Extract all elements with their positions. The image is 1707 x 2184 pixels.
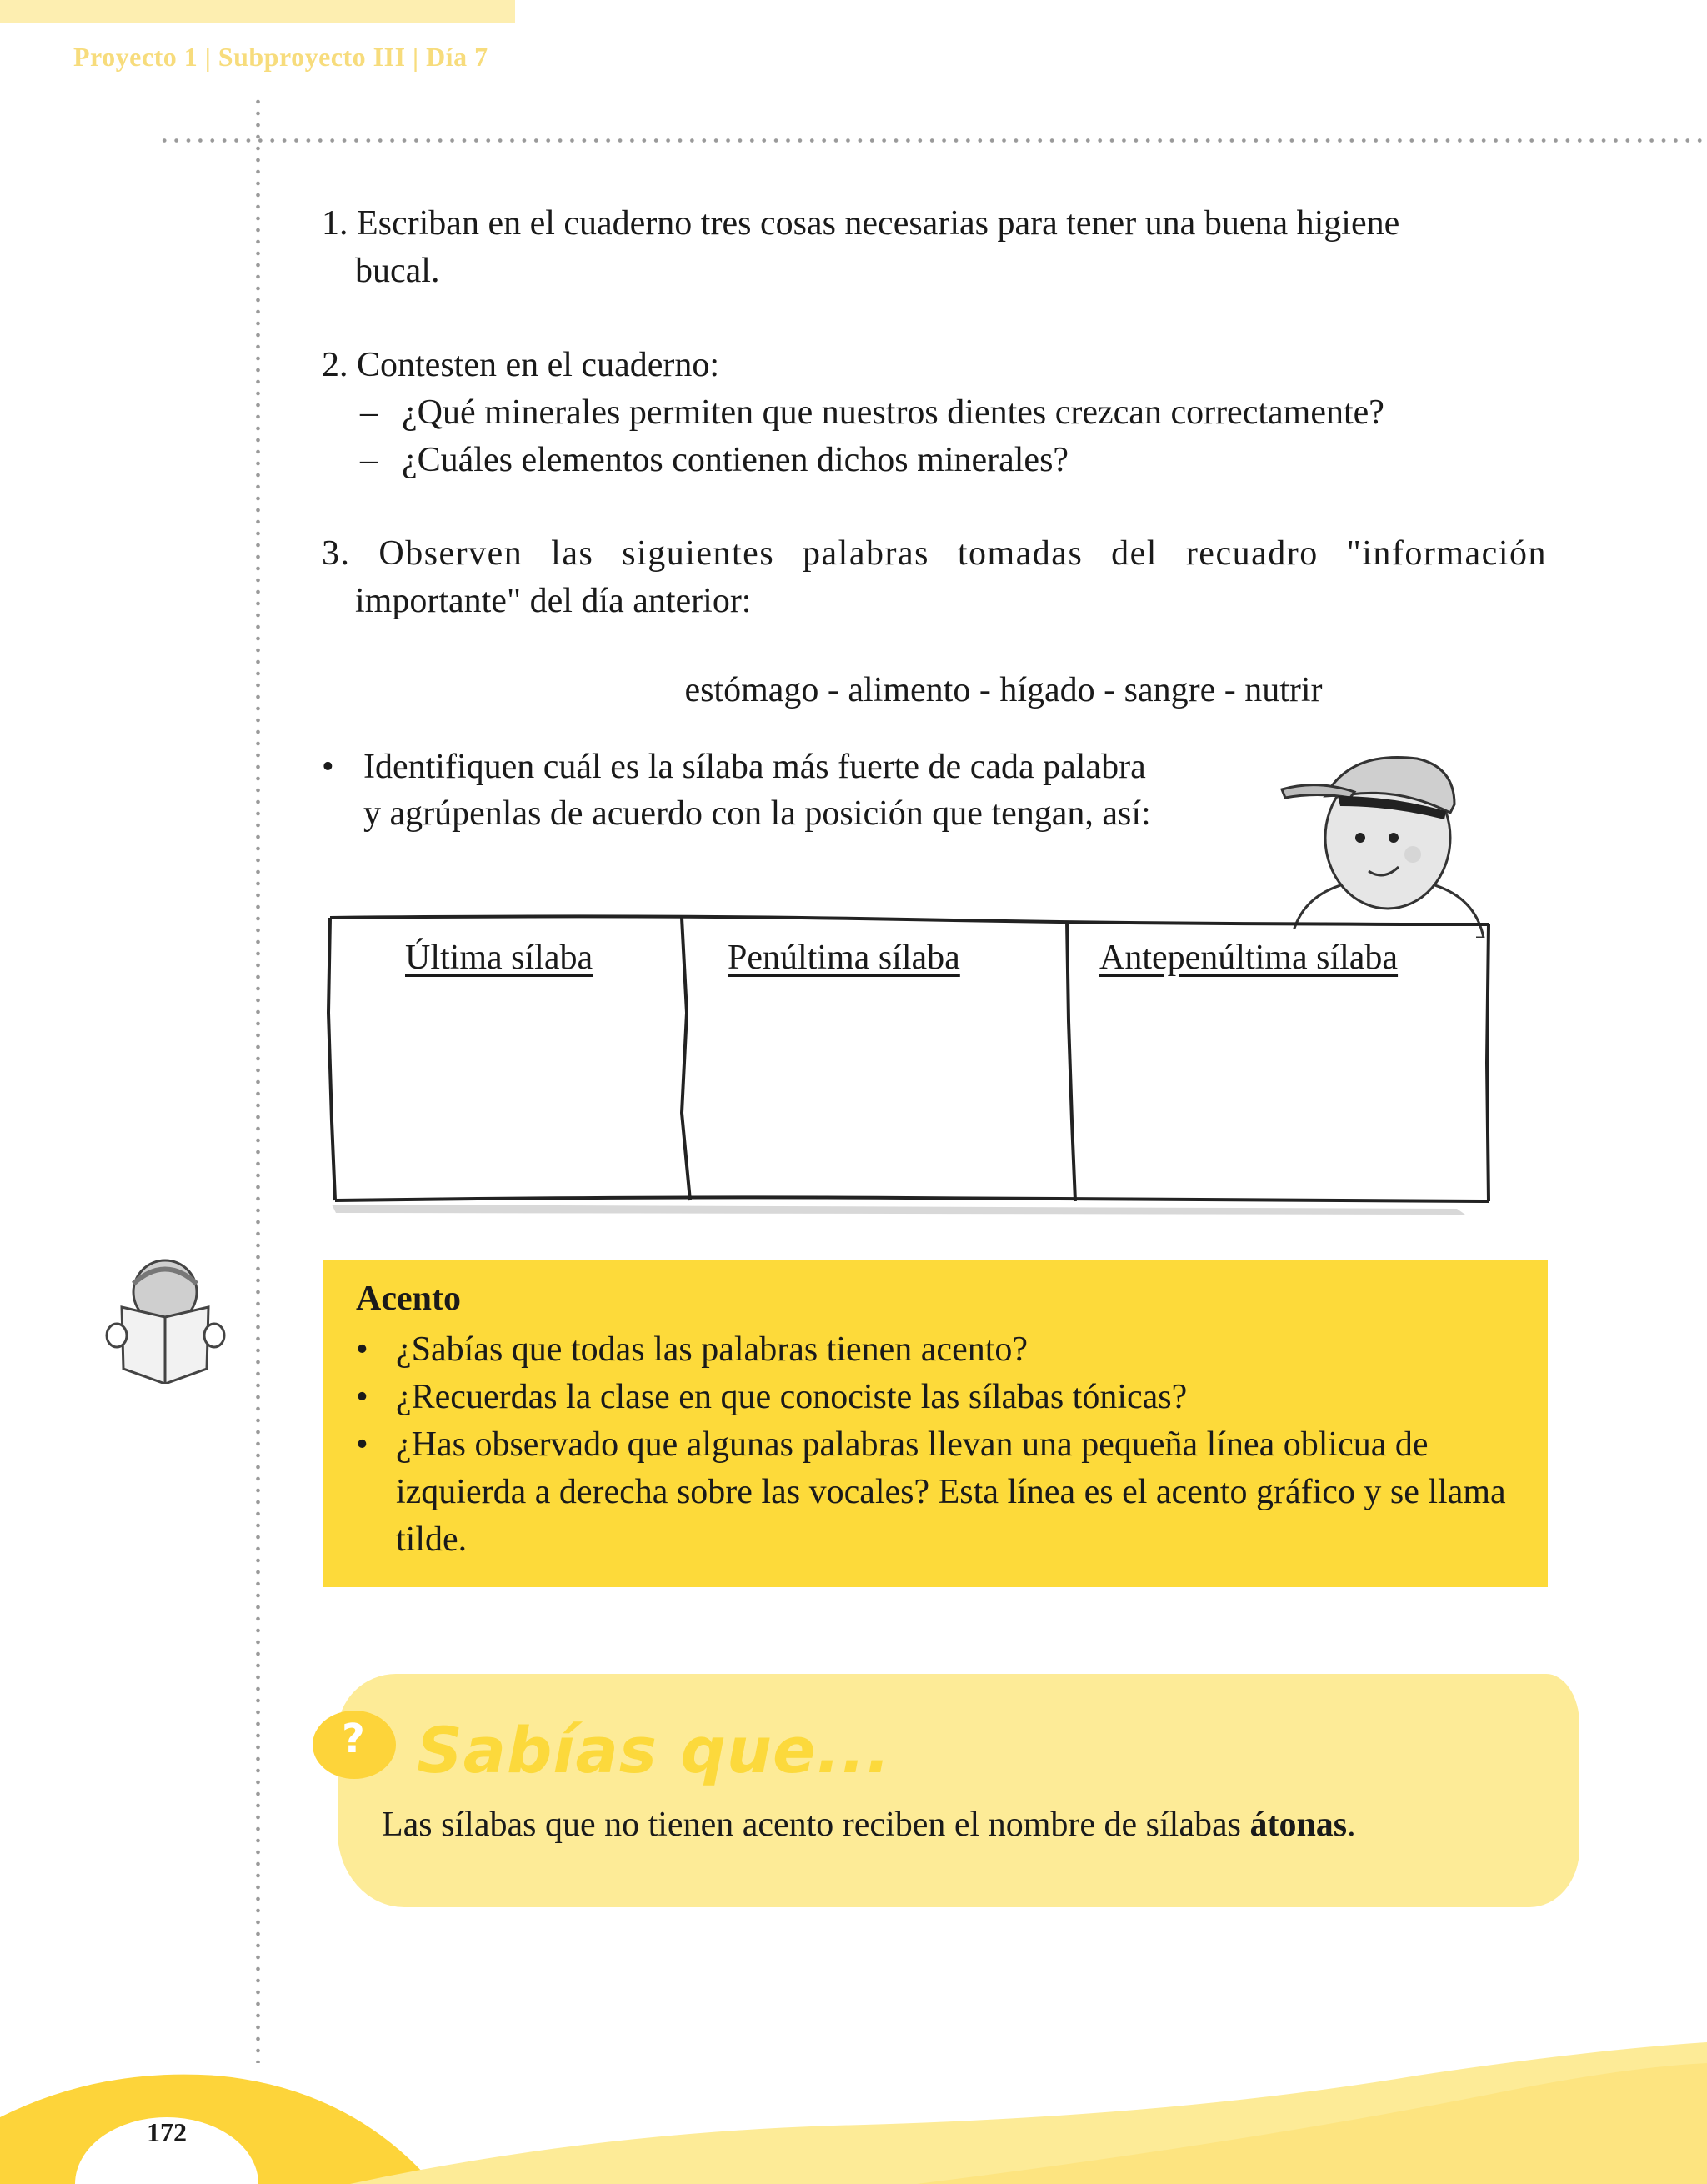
bottom-wave-decoration	[0, 2017, 1707, 2184]
table-header-penultima: Penúltima sílaba	[728, 939, 960, 977]
question-2-item: – ¿Qué minerales permiten que nuestros dientes crezcan correctamente?	[360, 393, 1384, 432]
accent-title: Acento	[356, 1280, 461, 1318]
reading-child-icon	[105, 1259, 226, 1384]
word-list: estómago - alimento - hígado - sangre - nutrir	[684, 671, 1323, 709]
question-1-line-2: bucal.	[355, 252, 440, 290]
atonas-term: átonas	[1249, 1806, 1348, 1844]
question-3-line-2: importante" del día anterior:	[355, 582, 752, 620]
accent-item: • ¿Sabías que todas las palabras tienen acento?	[356, 1326, 1523, 1374]
page-number: 172	[147, 2117, 187, 2147]
boy-with-cap-illustration	[1275, 746, 1492, 938]
running-header: Proyecto 1 | Subproyecto III | Día 7	[73, 42, 488, 72]
accent-list	[356, 1326, 1523, 1564]
sabias-que-title: Sabías que...	[417, 1713, 892, 1787]
instruction-line-1: Identifiquen cuál es la sílaba más fuerte de cada palabra	[363, 748, 1146, 786]
sabias-que-text: Las sílabas que no tienen acento reciben el nombre de sílabas átonas.	[382, 1806, 1356, 1844]
horizontal-dotted-rule	[158, 138, 1707, 143]
sabias-que-box	[338, 1674, 1579, 1907]
question-2-line-1: 2. Contesten en el cuaderno:	[322, 346, 720, 384]
bullet-symbol: •	[322, 748, 334, 786]
question-3	[322, 530, 1547, 625]
question-mark-icon: ?	[342, 1716, 365, 1762]
accent-item: • ¿Recuerdas la clase en que conociste las sílabas tónicas?	[356, 1374, 1523, 1421]
vertical-dotted-rule	[256, 96, 260, 2063]
accent-info-box	[323, 1260, 1548, 1587]
top-band	[0, 0, 515, 23]
question-2	[322, 342, 1547, 484]
question-1	[322, 200, 1547, 295]
instruction-bullet	[322, 744, 1239, 837]
instruction-line-2: y agrúpenlas de acuerdo con la posición que tengan, así:	[363, 794, 1151, 833]
question-3-line-1: 3. Observen las siguientes palabras tomadas del recuadro "información	[322, 534, 1547, 573]
accent-item: • ¿Has observado que algunas palabras llevan una pequeña línea oblicua de izquierda a derecha sobre las vocales? Esta línea es el acento gráfico y se llama tilde.	[356, 1421, 1523, 1564]
question-2-item: – ¿Cuáles elementos contienen dichos minerales?	[360, 441, 1069, 479]
table-header-ultima: Última sílaba	[405, 939, 593, 977]
question-1-line-1: 1. Escriban en el cuaderno tres cosas necesarias para tener una buena higiene	[322, 204, 1400, 243]
table-header-antepenultima: Antepenúltima sílaba	[1099, 939, 1399, 977]
